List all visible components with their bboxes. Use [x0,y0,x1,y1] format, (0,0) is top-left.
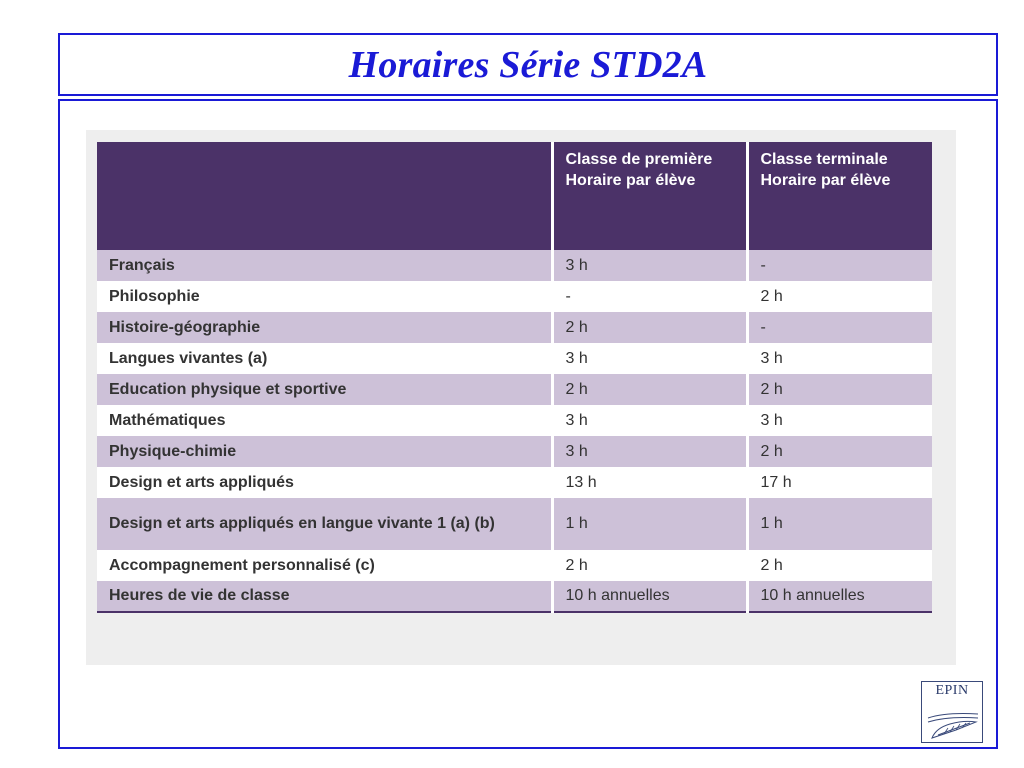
terminale-hours-cell: - [747,250,932,281]
table-row [97,498,932,550]
terminale-hours-cell: 2 h [747,436,932,467]
subject-cell: Philosophie [97,281,552,312]
premiere-hours-cell: 2 h [552,374,747,405]
premiere-hours-cell: 10 h annuelles [552,581,747,612]
premiere-hours-cell: 2 h [552,550,747,581]
subject-cell: Heures de vie de classe [97,581,552,612]
subject-cell: Accompagnement personnalisé (c) [97,550,552,581]
premiere-hours-cell: 2 h [552,312,747,343]
quill-feather-icon [926,702,980,740]
premiere-hours-cell: 3 h [552,436,747,467]
logo-text: EPIN [935,683,969,698]
schedule-table [97,142,932,613]
subject-cell: Langues vivantes (a) [97,343,552,374]
header-premiere: Classe de première Horaire par élève [552,142,747,250]
premiere-hours-cell: 13 h [552,467,747,498]
table-row [97,281,932,312]
table-row [97,581,932,612]
table-row [97,343,932,374]
table-row [97,436,932,467]
premiere-hours-cell: 3 h [552,343,747,374]
table-header-row [97,142,932,250]
table-row [97,405,932,436]
terminale-hours-cell: 3 h [747,343,932,374]
terminale-hours-cell: - [747,312,932,343]
subject-cell: Design et arts appliqués [97,467,552,498]
terminale-hours-cell: 2 h [747,550,932,581]
subject-cell: Design et arts appliqués en langue vivante 1 (a) (b) [97,498,552,550]
premiere-hours-cell: 3 h [552,250,747,281]
premiere-hours-cell: - [552,281,747,312]
table-row [97,250,932,281]
premiere-hours-cell: 1 h [552,498,747,550]
terminale-hours-cell: 10 h annuelles [747,581,932,612]
terminale-hours-cell: 1 h [747,498,932,550]
table-row [97,312,932,343]
terminale-hours-cell: 2 h [747,374,932,405]
table-row [97,467,932,498]
subject-cell: Physique-chimie [97,436,552,467]
terminale-hours-cell: 17 h [747,467,932,498]
subject-cell: Français [97,250,552,281]
page-title: Horaires Série STD2A [348,43,708,86]
subject-cell: Mathématiques [97,405,552,436]
subject-cell: Education physique et sportive [97,374,552,405]
table-row [97,374,932,405]
terminale-hours-cell: 2 h [747,281,932,312]
header-subject [97,142,552,250]
terminale-hours-cell: 3 h [747,405,932,436]
subject-cell: Histoire-géographie [97,312,552,343]
premiere-hours-cell: 3 h [552,405,747,436]
header-terminale: Classe terminale Horaire par élève [747,142,932,250]
epin-logo [921,681,983,743]
title-frame [58,33,998,96]
table-row [97,550,932,581]
